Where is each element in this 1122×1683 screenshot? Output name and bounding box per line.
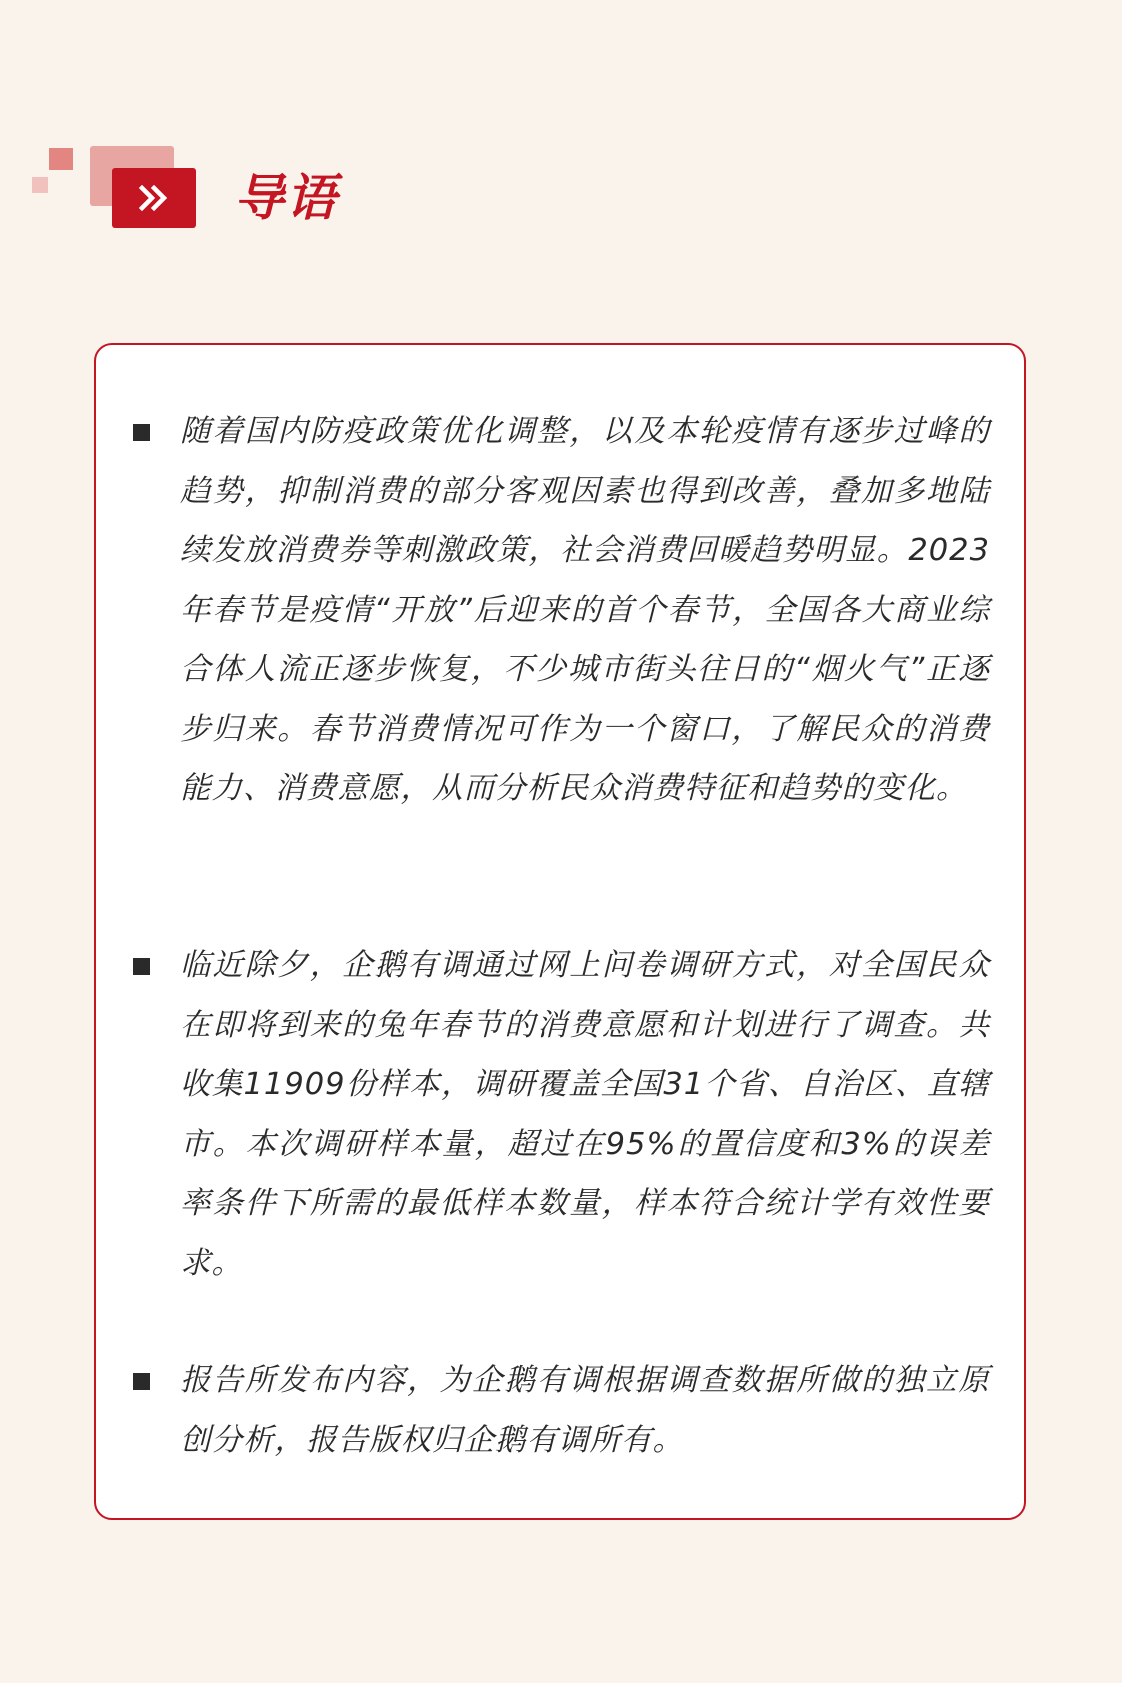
bullet-square-icon [133,424,150,441]
intro-paragraph [180,402,990,819]
paragraph-text: 报告所发布内容，为企鹅有调根据调查数据所做的独立原创分析，报告版权归企鹅有调所有。 [180,1363,990,1458]
paragraph-text: 随着国内防疫政策优化调整，以及本轮疫情有逐步过峰的趋势，抑制消费的部分客观因素也得到改善，叠加多地陆续发放消费券等刺激政策，社会消费回暖趋势明显。2023年春节是疫情“开放”后迎来的首个春节，全国各大商业综合体人流正逐步恢复，不少城市街头往日的“烟火气”正逐步归来。春节消费情况可作为一个窗口，了解民众的消费能力、消费意愿，从而分析民众消费特征和趋势的变化。 [180,414,990,806]
decor-square-tiny [32,177,48,193]
section-badge [112,168,196,228]
paragraph-text: 临近除夕，企鹅有调通过网上问卷调研方式，对全国民众在即将到来的兔年春节的消费意愿和计划进行了调查。共收集11909份样本，调研覆盖全国31个省、自治区、直辖市。本次调研样本量，超过在95%的置信度和3%的误差率条件下所需的最低样本数量，样本符合统计学有效性要求。 [180,948,990,1281]
double-chevron-right-icon [138,185,170,211]
intro-paragraph [180,1351,990,1470]
decor-square-small [49,148,73,170]
intro-paragraph [180,936,990,1293]
bullet-square-icon [133,1373,150,1390]
intro-card [94,343,1026,1520]
section-title: 导语 [234,169,338,227]
bullet-square-icon [133,958,150,975]
